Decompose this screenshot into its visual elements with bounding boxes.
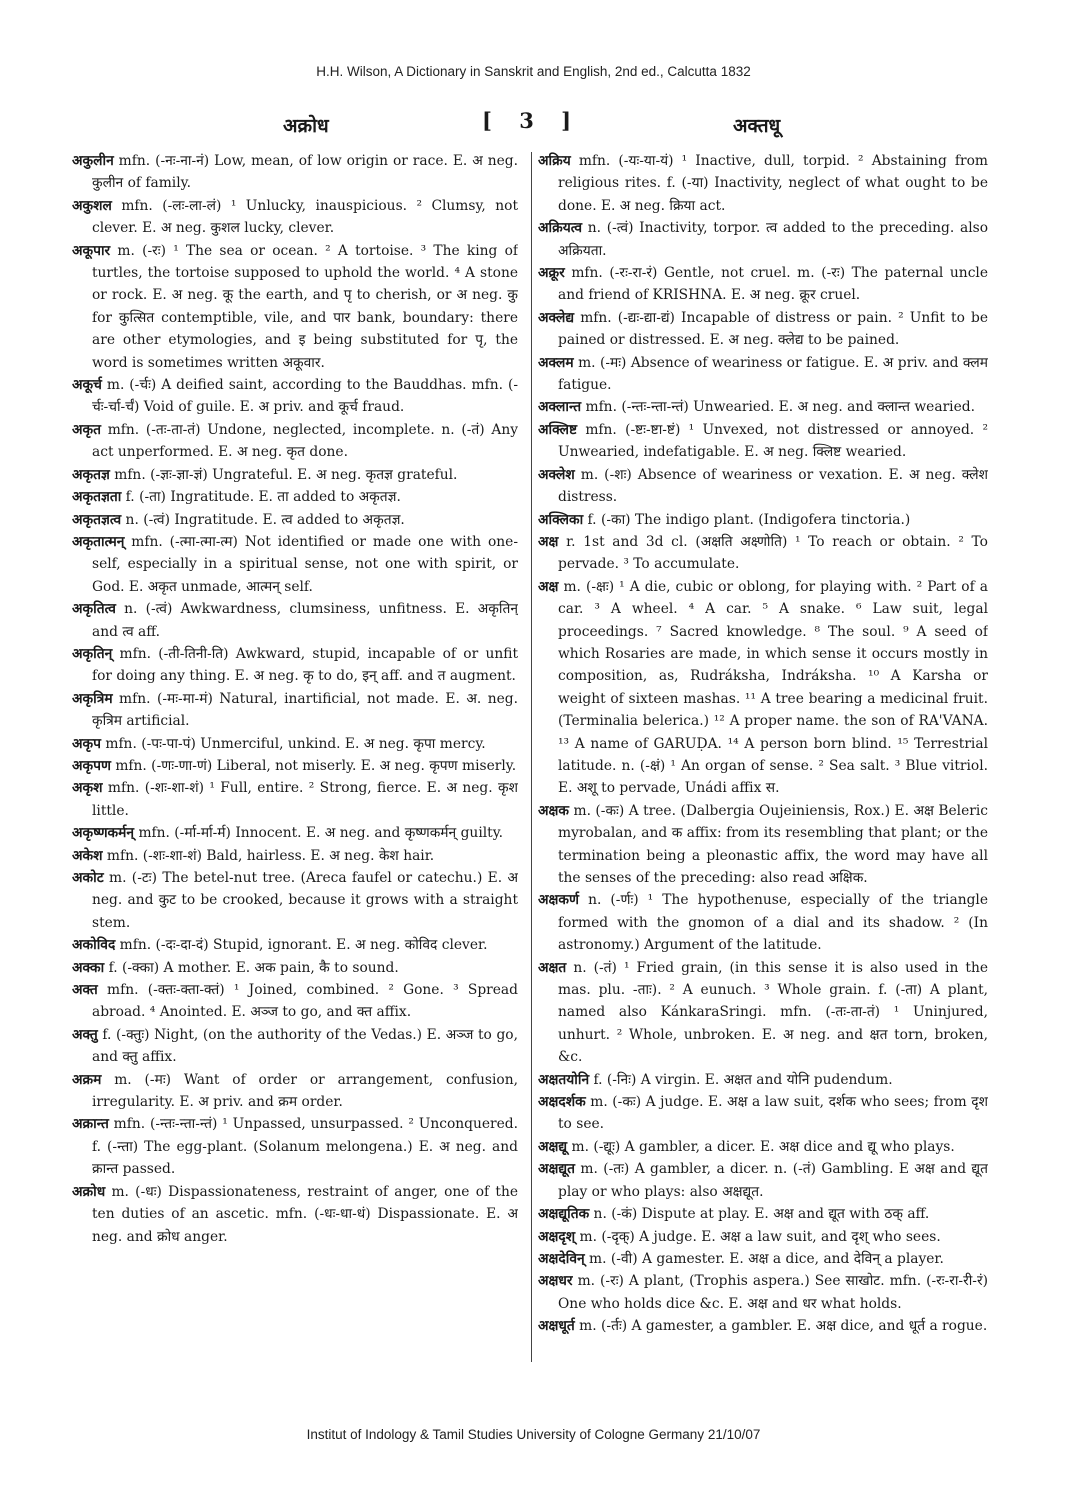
- dictionary-entry: [538, 262, 988, 307]
- entry-definition: n. (-कं) Dispute at play. E. अक्ष and द्यूत with ठक् aff.: [589, 1206, 930, 1223]
- dictionary-entry: [72, 1069, 518, 1114]
- entry-definition: mfn. (-तः-ता-तं) Undone, neglected, incomplete. n. (-तं) Any act unperformed. E. अ neg. कृत done.: [92, 421, 518, 461]
- dictionary-entry: [72, 643, 518, 688]
- dictionary-entry: [72, 777, 518, 822]
- headword: अकृतात्मन्: [72, 533, 125, 550]
- headword: अक्षद्यू: [538, 1138, 568, 1155]
- headword: अक्ष: [538, 533, 559, 550]
- entry-definition: m. (-वी) A gamester. E. अक्ष a dice, and देविन् a player.: [584, 1250, 944, 1267]
- left-guide-word: अक्रोध: [283, 115, 329, 137]
- dictionary-entry: [72, 1024, 518, 1069]
- headword: अकृप: [72, 735, 101, 752]
- headword: अक्ष: [538, 578, 559, 595]
- headword: अकोट: [72, 870, 104, 886]
- dictionary-entry: [538, 1091, 988, 1136]
- headword: अक्का: [72, 959, 105, 976]
- headword: अकूर्च: [72, 377, 102, 394]
- headword: अकुशल: [72, 197, 112, 214]
- entry-definition: mfn. (-यः-या-यं) ¹ Inactive, dull, torpid. ² Abstaining from religious rites. f. (-या) Inactivity, neglect of what ought to be done. E. अ neg. क्रिया act.: [558, 153, 988, 214]
- headword: अक्लिष्ट: [538, 421, 578, 438]
- entry-definition: mfn. (-दः-दा-दं) Stupid, ignorant. E. अ neg. कोविद clever.: [115, 937, 488, 954]
- dictionary-entry: [72, 934, 518, 956]
- dictionary-entry: [72, 867, 518, 934]
- source-caption-top: H.H. Wilson, A Dictionary in Sanskrit and English, 2nd ed., Calcutta 1832: [316, 64, 751, 79]
- dictionary-entry: [538, 1203, 988, 1225]
- dictionary-entry: [538, 464, 988, 509]
- headword: अक्लेश: [538, 466, 575, 483]
- headword: अकृष्णकर्मन्: [72, 825, 135, 842]
- dictionary-entry: [538, 396, 988, 418]
- dictionary-entry: [72, 957, 518, 979]
- entry-definition: m. (-रः) ¹ The sea or ocean. ² A tortoise. ³ The king of turtles, the tortoise supposed to uphold the world. ⁴ A stone or rock. E. अ neg. कू the earth, and पृ to cherish, or अ neg. कु for कुत्सित contemptible, vile, and पार bank, boundary: there are other etymologies, and इ being substituted for पृ, the word is sometimes written अकूवार.: [92, 242, 518, 371]
- entry-definition: m. (-कः) A tree. (Dalbergia Oujeiniensis, Rox.) E. अक्ष Beleric myrobalan, and क affix: from its resembling that plant; or the termination being a pleonastic affix, the word may have all the senses of the preceding: also read अक्षिक.: [558, 802, 988, 886]
- entry-definition: f. (-क्का) A mother. E. अक pain, कै to sound.: [104, 959, 399, 976]
- entry-definition: m. (-द्यूः) A gambler, a dicer. E. अक्ष dice and द्यू who plays.: [567, 1138, 955, 1155]
- entry-definition: mfn. (-णः-णा-णं) Liberal, not miserly. E. अ neg. कृपण miserly.: [110, 757, 517, 774]
- entry-definition: m. (-कः) A judge. E. अक्ष a law suit, दर्शक who sees; from दृश to see.: [558, 1094, 988, 1133]
- left-column: [72, 150, 518, 1362]
- headword: अकृतित्व: [72, 601, 116, 618]
- entry-definition: m. (-शः) Absence of weariness or vexation. E. अ neg. क्लेश distress.: [558, 466, 988, 506]
- headword: अकृत: [72, 421, 102, 438]
- dictionary-entry: [538, 1270, 988, 1315]
- entry-definition: m. (-र्तः) A gamester, a gambler. E. अक्ष dice, and धूर्त a rogue.: [574, 1318, 988, 1335]
- entry-definition: mfn. (-र्मा-र्मा-र्म) Innocent. E. अ neg. and कृष्णकर्मन् guilty.: [134, 825, 504, 842]
- dictionary-entry: [538, 1069, 988, 1091]
- entry-definition: m. (-क्षः) ¹ A die, cubic or oblong, for playing with. ² Part of a car. ³ A wheel. ⁴ A car. ⁵ A snake. ⁶ Law suit, legal proceedings. ⁷ Sacred knowledge. ⁸ The soul. ⁹ A seed of which Rosaries are made, in which sense it occurs mostly in composition, as, Rudráksha, Indráksha. ¹⁰ A Karsha or weight of sixteen mashas. ¹¹ A tree bearing a medicinal fruit. (Terminalia belerica.) ¹² A proper name. the son of RA'VANA. ¹³ A name of GARUḌA. ¹⁴ A person born blind. ¹⁵ Terrestrial latitude. n. (-क्षं) ¹ An organ of sense. ² Sea salt. ³ Blue vitriol. E. अशू to pervade, Unádi affix स.: [558, 578, 988, 797]
- dictionary-entry: [72, 688, 518, 733]
- entry-definition: m. (-टः) The betel-nut tree. (Areca faufel or catechu.) E. अ neg. and कुट to be crooked, because it grows with a straight stem.: [92, 870, 518, 931]
- page-number: [ 3 ]: [482, 108, 582, 133]
- dictionary-entry: [538, 531, 988, 576]
- entry-definition: mfn. (-शः-शा-शं) ¹ Full, entire. ² Strong, fierce. E. अ neg. कृश little.: [92, 780, 518, 819]
- dictionary-entry: [538, 1136, 988, 1158]
- entry-definition: m. (-रः) A plant, (Trophis aspera.) See साखोट. mfn. (-रः-रा-री-रं) One who holds dice &c. E. अक्ष and धर what holds.: [558, 1273, 988, 1312]
- headword: अक्रिय: [538, 153, 571, 169]
- entry-definition: mfn. (-ष्टः-ष्टा-ष्टं) ¹ Unvexed, not distressed or annoyed. ² Unwearied, indefatigable. E. अ neg. क्लिष्ट wearied.: [558, 421, 988, 461]
- dictionary-entry: [72, 419, 518, 464]
- entry-definition: n. (-र्णः) ¹ The hypothenuse, especially of the triangle formed with the gnomon of a dial and its shadow. ² (In astronomy.) Argument of the latitude.: [558, 892, 988, 954]
- entry-definition: mfn. (-न्तः-न्ता-न्तं) ¹ Unpassed, unsurpassed. ² Unconquered. f. (-न्ता) The egg-plant. (Solanum melongena.) E. अ neg. and क्रान्त passed.: [92, 1116, 518, 1178]
- dictionary-entry: [72, 845, 518, 867]
- headword: अक्षकर्ण: [538, 892, 580, 909]
- entry-definition: n. (-तं) ¹ Fried grain, (in this sense it is also used in the mas. plu. -ताः). ² A eunuch. ³ Whole grain. f. (-ता) A plant, named also KánkaraSringi. mfn. (-तः-ता-तं) ¹ Uninjured, unhurt. ² Whole, unbroken. E. अ neg. and क्षत torn, broken, &c.: [558, 959, 988, 1066]
- headword: अक्षत: [538, 959, 567, 976]
- entry-definition: mfn. (-न्तः-न्ता-न्तं) Unwearied. E. अ neg. and क्लान्त wearied.: [581, 399, 975, 416]
- dictionary-entry: [538, 217, 988, 262]
- headword: अक्लेद्य: [538, 309, 575, 326]
- dictionary-entry: [72, 979, 518, 1024]
- entry-definition: m. (-दृक्) A judge. E. अक्ष a law suit, and दृश् who sees.: [575, 1228, 941, 1245]
- headword: अक्षदृश्: [538, 1228, 576, 1245]
- right-guide-word: अक्तधू: [733, 115, 781, 137]
- entry-definition: m. (-तः) A gambler, a dicer. n. (-तं) Gambling. E अक्ष and द्यूत play or who plays: also अक्षद्यूत.: [558, 1161, 988, 1200]
- dictionary-entry: [538, 509, 988, 531]
- dictionary-entry: [538, 1226, 988, 1248]
- headword: अकृतिन्: [72, 645, 113, 662]
- entry-definition: mfn. (-ती-तिनी-ति) Awkward, stupid, incapable of or unfit for doing any thing. E. अ neg. कृ to do, इन् aff. and त augment.: [92, 645, 518, 685]
- dictionary-entry: [538, 352, 988, 397]
- headword: अकेश: [72, 847, 103, 864]
- dictionary-entry: [538, 307, 988, 352]
- dictionary-entry: [72, 195, 518, 240]
- source-caption-bottom: Institut of Indology & Tamil Studies University of Cologne Germany 21/10/07: [306, 1427, 761, 1442]
- entry-definition: f. (-ता) Ingratitude. E. ता added to अकृतज्ञ.: [121, 489, 401, 506]
- running-head: [0, 108, 1067, 138]
- headword: अकृतज्ञत्व: [72, 511, 122, 528]
- dictionary-entry: [72, 464, 518, 486]
- dictionary-entry: [538, 800, 988, 890]
- headword: अक्षद्यूत: [538, 1161, 575, 1178]
- headword: अकृतज्ञता: [72, 489, 122, 506]
- entry-definition: mfn. (-लः-ला-लं) ¹ Unlucky, inauspicious. ² Clumsy, not clever. E. अ neg. कुशल lucky, clever.: [92, 197, 518, 237]
- dictionary-entry: [72, 733, 518, 755]
- headword: अक्षदेविन्: [538, 1250, 585, 1267]
- dictionary-entry: [72, 486, 518, 508]
- dictionary-entry: [538, 1248, 988, 1270]
- headword: अकोविद: [72, 937, 116, 954]
- headword: अकुलीन: [72, 153, 114, 169]
- headword: अक्लम: [538, 354, 574, 371]
- entry-definition: m. (-धः) Dispassionateness, restraint of anger, one of the ten duties of an ascetic. mfn. (-धः-धा-धं) Dispassionate. E. अ neg. and क्रोध anger.: [92, 1183, 518, 1245]
- dictionary-entry: [72, 509, 518, 531]
- dictionary-entry: [72, 150, 518, 195]
- entry-definition: mfn. (-नः-ना-नं) Low, mean, of low origin or race. E. अ neg. कुलीन of family.: [92, 153, 518, 192]
- dictionary-entry: [72, 822, 518, 844]
- headword: अक्षधूर्त: [538, 1318, 575, 1335]
- headword: अक्षदर्शक: [538, 1094, 586, 1111]
- entry-definition: n. (-त्वं) Ingratitude. E. त्व added to अकृतज्ञ.: [121, 511, 405, 528]
- entry-definition: mfn. (-द्यः-द्या-द्यं) Incapable of distress or pain. ² Unfit to be pained or distressed. E. अ neg. क्लेद्य to be pained.: [558, 309, 988, 349]
- entry-definition: m. (-मः) Want of order or arrangement, confusion, irregularity. E. अ priv. and क्रम order.: [92, 1071, 518, 1111]
- dictionary-entry: [72, 240, 518, 374]
- headword: अक्तु: [72, 1026, 98, 1043]
- dictionary-entry: [538, 576, 988, 800]
- entry-definition: r. 1st and 3d cl. (अक्षति अक्ष्णोति) ¹ To reach or obtain. ² To pervade. ³ To accumulate.: [558, 533, 988, 573]
- dictionary-entry: [538, 957, 988, 1069]
- dictionary-entry: [538, 419, 988, 464]
- dictionary-entry: [538, 889, 988, 956]
- headword: अक्षधर: [538, 1273, 573, 1290]
- entry-definition: m. (-मः) Absence of weariness or fatigue. E. अ priv. and क्लम fatigue.: [558, 354, 988, 394]
- headword: अक्लान्त: [538, 399, 582, 416]
- entry-definition: mfn. (-मः-मा-मं) Natural, inartificial, not made. E. अ. neg. कृत्रिम artificial.: [92, 690, 518, 730]
- dictionary-entry: [72, 1113, 518, 1180]
- headword: अक्षद्यूतिक: [538, 1206, 590, 1223]
- headword: अक्त: [72, 982, 98, 999]
- headword: अकूपार: [72, 242, 111, 259]
- entry-definition: m. (-र्चः) A deified saint, according to the Bauddhas. mfn. (-र्चः-र्चा-र्चं) Void of guile. E. अ priv. and कूर्च fraud.: [92, 377, 518, 416]
- dictionary-entry: [72, 374, 518, 419]
- headword: अक्रान्त: [72, 1116, 109, 1133]
- dictionary-entry: [72, 598, 518, 643]
- headword: अकृश: [72, 780, 103, 797]
- entry-definition: n. (-त्वं) Inactivity, torpor. त्व added to the preceding. also अक्रियता.: [558, 220, 988, 259]
- dictionary-entry: [538, 150, 988, 217]
- entry-definition: mfn. (-क्तः-क्ता-क्तं) ¹ Joined, combined. ² Gone. ³ Spread abroad. ⁴ Anointed. E. अञ्ज to go, and क्त affix.: [92, 982, 518, 1021]
- dictionary-entry: [538, 1315, 988, 1337]
- entry-definition: f. (-क्तुः) Night, (on the authority of the Vedas.) E. अञ्ज to go, and क्तु affix.: [92, 1026, 518, 1066]
- dictionary-entry: [72, 531, 518, 598]
- headword: अक्षक: [538, 802, 570, 819]
- entry-definition: mfn. (-रः-रा-रं) Gentle, not cruel. m. (-रः) The paternal uncle and friend of KRISHNA. E. अ neg. क्रूर cruel.: [558, 265, 988, 304]
- entry-definition: mfn. (-त्मा-त्मा-त्म) Not identified or made one with one-self, especially in a spiritual sense, not one with spirit, or God. E. अकृत unmade, आत्मन् self.: [92, 533, 518, 595]
- dictionary-entry: [72, 1181, 518, 1248]
- entry-definition: mfn. (-ज्ञः-ज्ञा-ज्ञं) Ungrateful. E. अ neg. कृतज्ञ grateful.: [109, 466, 458, 483]
- dictionary-entry: [538, 1158, 988, 1203]
- entry-definition: f. (-निः) A virgin. E. अक्षत and योनि pudendum.: [589, 1071, 893, 1088]
- headword: अक्लिका: [538, 511, 584, 528]
- dictionary-entry: [72, 755, 518, 777]
- headword: अक्रियत्व: [538, 220, 583, 237]
- headword: अक्रम: [72, 1071, 102, 1088]
- entry-definition: f. (-का) The indigo plant. (Indigofera tinctoria.): [583, 511, 911, 528]
- right-column: [538, 150, 988, 1362]
- headword: अक्रूर: [538, 265, 565, 282]
- headword: अकृत्रिम: [72, 690, 113, 707]
- headword: अकृपण: [72, 757, 111, 774]
- headword: अक्षतयोनि: [538, 1071, 590, 1088]
- headword: अक्रोध: [72, 1183, 106, 1200]
- entry-definition: n. (-त्वं) Awkwardness, clumsiness, unfitness. E. अकृतिन् and त्व aff.: [92, 601, 518, 640]
- headword: अकृतज्ञ: [72, 466, 110, 483]
- entry-definition: mfn. (-शः-शा-शं) Bald, hairless. E. अ neg. केश hair.: [102, 847, 435, 864]
- column-divider: [531, 152, 532, 1362]
- entry-definition: mfn. (-पः-पा-पं) Unmerciful, unkind. E. अ neg. कृपा mercy.: [100, 735, 486, 752]
